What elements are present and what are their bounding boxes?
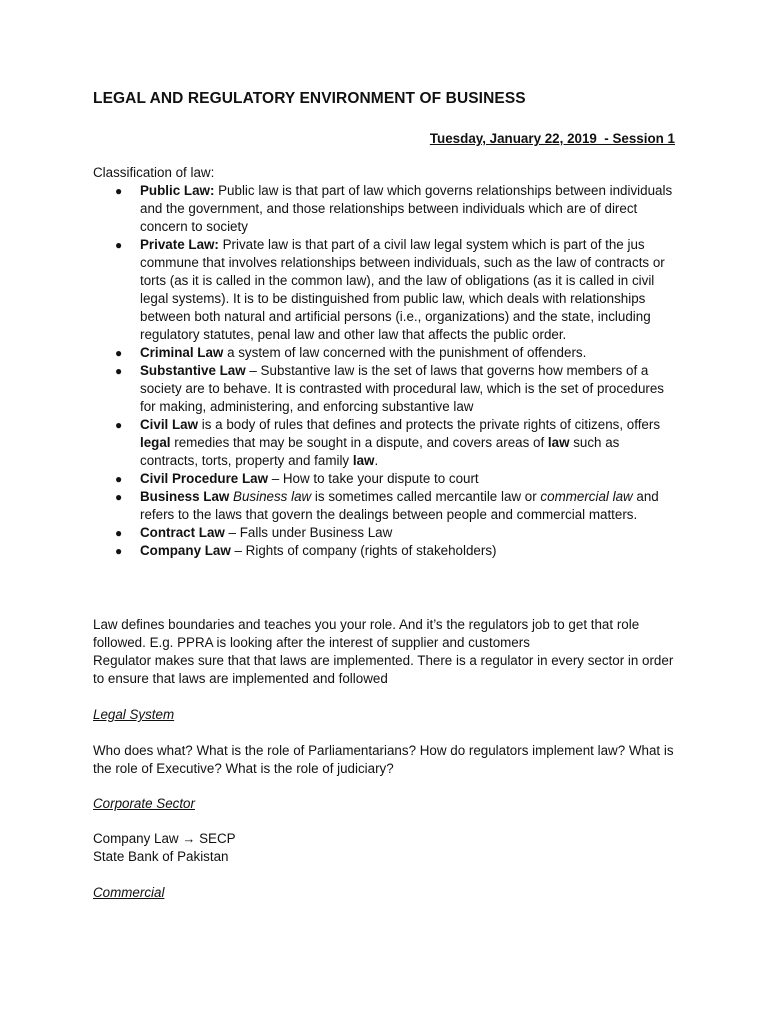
law-bold-word: legal — [140, 435, 171, 450]
law-bold-word: law — [352, 453, 375, 468]
corporate-sector-list — [93, 830, 236, 866]
regulator-paragraph-line: Law defines boundaries and teaches you your role. And it’s the regulators job to get that role followed. E.g. PPRA is looking after the interest of supplier and customers — [93, 617, 640, 650]
law-description: Private law is that part of a civil law legal system which is part of the jus commune that involves relationships between individuals, such as the law of contracts or torts (as it is called in the common law), and the law of obligations (as it is called in civil legal systems). It is to be distinguished from public law, which deals with relationships between both natural and artificial persons (i.e., organizations) and the state, including regulatory statutes, penal law and other law that affects the public order. — [140, 237, 665, 342]
state-bank-line: State Bank of Pakistan — [93, 849, 229, 864]
law-description-part: remedies that may be sought in a dispute, and covers areas of — [170, 435, 548, 450]
legal-system-heading: Legal System — [93, 707, 175, 722]
law-term: Public Law: — [140, 183, 215, 198]
law-classification-list — [93, 182, 683, 560]
regulator-paragraph-line: Regulator makes sure that that laws are implemented. There is a regulator in every sector in order to ensure that laws are implemented and followed — [93, 653, 674, 686]
list-item-contract-law — [93, 524, 683, 542]
law-description: – Rights of company (rights of stakeholders) — [230, 543, 497, 558]
commercial-heading: Commercial — [93, 885, 165, 900]
bullet-icon: ● — [115, 364, 123, 378]
list-item-business-law — [93, 488, 683, 524]
law-term: Substantive Law — [140, 363, 246, 378]
list-item-civil-procedure-law — [93, 470, 683, 488]
law-description-part: such as contracts, torts, property and family — [140, 435, 620, 468]
law-term: Company Law — [140, 543, 231, 558]
law-description-part: . — [374, 453, 379, 468]
list-item-company-law — [93, 542, 683, 560]
bullet-icon: ● — [115, 472, 123, 486]
list-item-civil-law — [93, 416, 683, 470]
list-item-substantive-law — [93, 362, 683, 416]
corporate-sector-heading: Corporate Sector — [93, 796, 195, 811]
document-title: LEGAL AND REGULATORY ENVIRONMENT OF BUSINESS — [93, 90, 526, 107]
law-description: – How to take your dispute to court — [268, 471, 479, 486]
legal-system-questions: Who does what? What is the role of Parliamentarians? How do regulators implement law? What is the role of Executive? What is the role of judiciary? — [93, 743, 674, 776]
law-description: Public law is that part of law which governs relationships between individuals and the government, and those relationships between individuals which are of direct concern to society — [140, 183, 673, 234]
bullet-icon: ● — [115, 184, 123, 198]
law-italic-phrase: Business law — [233, 489, 312, 504]
session-date: Tuesday, January 22, 2019 - Session 1 — [429, 131, 675, 146]
list-item-private-law — [93, 236, 683, 344]
law-term: Civil Procedure Law — [140, 471, 268, 486]
law-description-part: is sometimes called mercantile law or — [311, 489, 541, 504]
bullet-icon: ● — [115, 418, 123, 432]
law-description: – Falls under Business Law — [224, 525, 393, 540]
company-law-label: Company Law — [93, 831, 179, 846]
law-term: Contract Law — [140, 525, 225, 540]
law-bold-word: law — [547, 435, 570, 450]
list-item-public-law — [93, 182, 683, 236]
bullet-icon: ● — [115, 526, 123, 540]
list-item-criminal-law — [93, 344, 683, 362]
law-italic-phrase: commercial law — [540, 489, 633, 504]
law-term: Business Law — [140, 489, 230, 504]
law-description: – Substantive law is the set of laws that governs how members of a society are to behave. It is contrasted with procedural law, which is the set of procedures for making, administering, and enforcing substantive law — [140, 363, 664, 414]
bullet-icon: ● — [115, 346, 123, 360]
classification-intro: Classification of law: — [93, 165, 215, 180]
bullet-icon: ● — [115, 238, 123, 252]
bullet-icon: ● — [115, 544, 123, 558]
law-term: Civil Law — [140, 417, 199, 432]
law-description: a system of law concerned with the punishment of offenders. — [223, 345, 587, 360]
company-law-line — [93, 830, 236, 848]
bullet-icon: ● — [115, 490, 123, 504]
law-term: Private Law: — [140, 237, 219, 252]
law-description-part: is a body of rules that defines and protects the private rights of citizens, offers — [198, 417, 661, 432]
secp-label: SECP — [199, 831, 236, 846]
law-description-part: and refers to the laws that govern the dealings between people and commercial matters. — [140, 489, 659, 522]
law-term: Criminal Law — [140, 345, 224, 360]
right-arrow-icon: → — [182, 831, 196, 846]
regulator-paragraph — [93, 616, 683, 688]
